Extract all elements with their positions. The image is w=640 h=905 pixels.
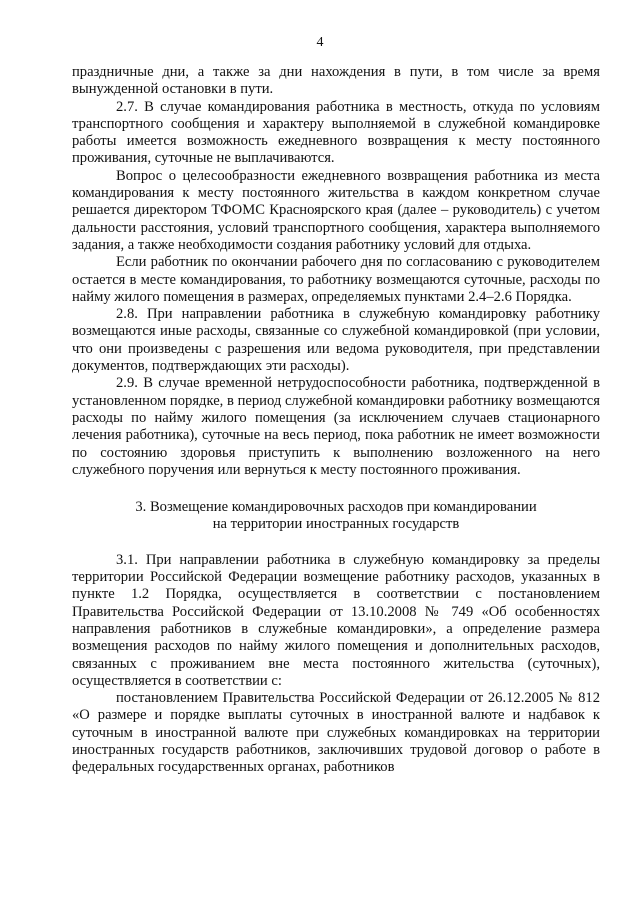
page-number: 4 (316, 35, 324, 50)
section-3-heading (72, 499, 600, 534)
paragraph-2-9: 2.9. В случае временной нетрудоспособности работника, подтвержденной в установленном порядке, в период служебной командировки работнику возмещаются расходы по найму жилого помещения (за исключением случаев стационарного лечения работника), суточные на весь период, пока работник не имеет возможности по состоянию здоровья приступить к выполнению возложенного на него служебного поручения или вернуться к месту постоянного проживания. (72, 375, 600, 478)
paragraph-decree-812: постановлением Правительства Российской Федерации от 26.12.2005 № 812 «О размере и порядке выплаты суточных в иностранной валюте и надбавок к суточным в иностранной валюте при служебных командировках на территории иностранных государств работников, заключивших трудовой договор о работе в федеральных государственных органах, работников (72, 690, 600, 776)
paragraph-continuation: праздничные дни, а также за дни нахождения в пути, в том числе за время вынужденной остановки в пути. (72, 64, 600, 98)
paragraph-stay-in-place: Если работник по окончании рабочего дня по согласованию с руководителем остается в месте командирования, то работнику возмещаются суточные, расходы по найму жилого помещения в размерах, определяемых пунктами 2.4–2.6 Порядка. (72, 254, 600, 305)
paragraph-daily-return: Вопрос о целесообразности ежедневного возвращения работника из места командирования к месту постоянного жительства в каждом конкретном случае решается директором ТФОМС Красноярского края (далее – руководитель) с учетом дальности расстояния, условий транспортного сообщения, характера выполняемого задания, а также необходимости создания работнику условий для отдыха. (72, 167, 600, 253)
section-heading-line-1: 3. Возмещение командировочных расходов при командировании (135, 499, 537, 516)
section-heading-line-2: на территории иностранных государств (212, 516, 460, 533)
paragraph-3-1: 3.1. При направлении работника в служебную командировку за пределы территории Российской Федерации возмещение работнику расходов, указанных в пункте 1.2 Порядка, осуществляется в соответствии с постановлением Правительства Российской Федерации от 13.10.2008 № 749 «Об особенностях направления работников в служебные командировки», а определение размера возмещения расходов по найму жилого помещения и дополнительных расходов, связанных с проживанием вне места постоянного жительства (суточных), осуществляется в соответствии с: (72, 551, 600, 689)
paragraph-2-8: 2.8. При направлении работника в служебную командировку работнику возмещаются иные расходы, связанные со служебной командировкой (при условии, что они произведены с разрешения или ведома руководителя, при представлении документов, подтверждающих эти расходы). (72, 306, 600, 375)
paragraph-2-7: 2.7. В случае командирования работника в местность, откуда по условиям транспортного сообщения и характеру выполняемой в служебной командировке работы имеется возможность ежедневного возвращения к месту постоянного проживания, суточные не выплачиваются. (72, 98, 600, 167)
document-body (72, 64, 600, 777)
